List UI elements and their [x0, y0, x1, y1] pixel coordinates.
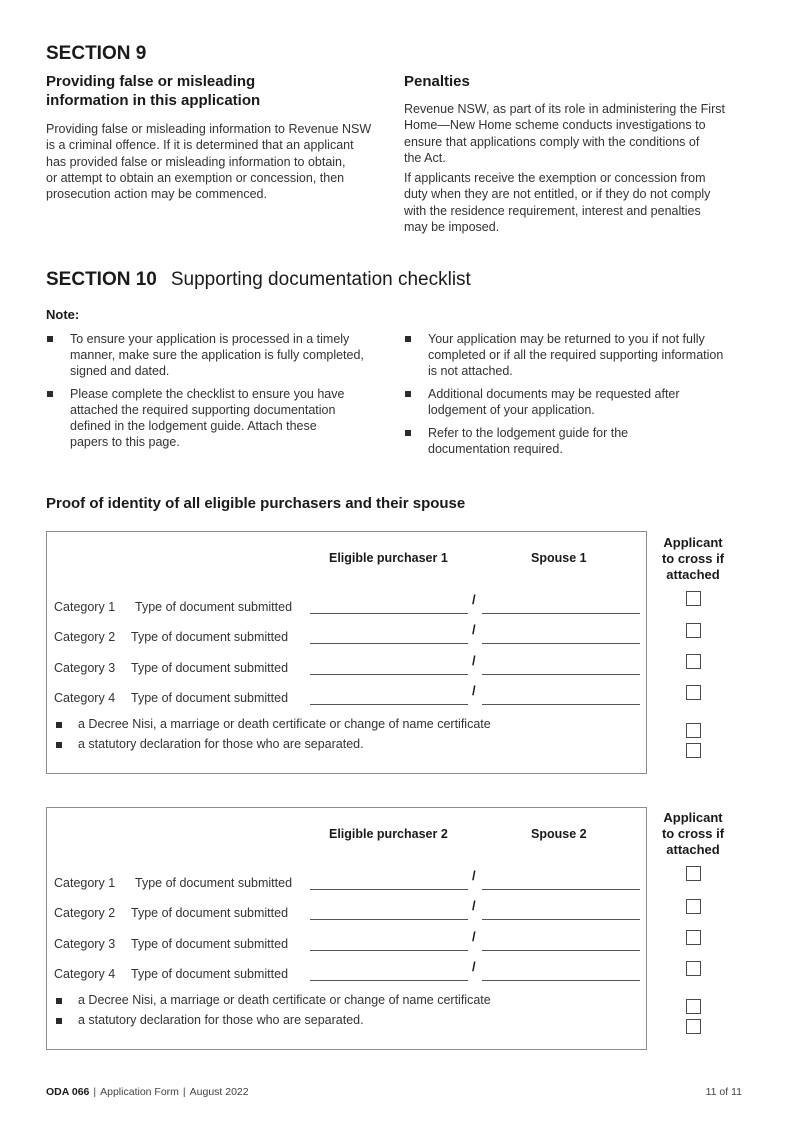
checkbox-purchaser-2-cat1[interactable] — [686, 866, 701, 881]
list-item: To ensure your application is processed in a timely manner, make sure the application is fully completed, signed and dated. — [46, 331, 391, 379]
slash-separator: / — [472, 622, 476, 637]
spouse-1-cat2-field[interactable] — [482, 643, 640, 644]
category-2-label: Category 2 — [54, 906, 116, 920]
purchaser-1-cat1-field[interactable] — [310, 613, 468, 614]
checkbox-purchaser-1-statutory-declaration[interactable] — [686, 743, 701, 758]
checkbox-purchaser-2-cat4[interactable] — [686, 961, 701, 976]
purchaser-2-cat2-field[interactable] — [310, 919, 468, 920]
document-type-label: Type of document submitted — [131, 691, 289, 705]
list-item: Refer to the lodgement guide for the documentation required. — [404, 425, 754, 457]
checkbox-purchaser-1-cat2[interactable] — [686, 623, 701, 638]
form-type: Application Form — [100, 1086, 179, 1098]
checkbox-purchaser-1-cat1[interactable] — [686, 591, 701, 606]
form-date: August 2022 — [189, 1086, 249, 1098]
form-code: ODA 066 — [46, 1086, 90, 1098]
spouse-1-cat1-field[interactable] — [482, 613, 640, 614]
section-10-subtitle: Supporting documentation checklist — [170, 269, 471, 290]
statutory-declaration-bullet: a statutory declaration for those who are separated. — [54, 1013, 364, 1027]
purchaser-1-cat2-field[interactable] — [310, 643, 468, 644]
note-label: Note: — [46, 307, 80, 322]
checkbox-purchaser-1-cat4[interactable] — [686, 685, 701, 700]
list-item: Your application may be returned to you if not fully completed or if all the required supporting information is not attached. — [404, 331, 754, 379]
document-type-label: Type of document submitted — [131, 630, 289, 644]
category-4-label: Category 4 — [54, 967, 116, 981]
document-type-label: Type of document submitted — [131, 967, 289, 981]
decree-nisi-bullet: a Decree Nisi, a marriage or death certificate or change of name certificate — [54, 993, 491, 1007]
purchaser-2-box — [46, 807, 647, 1050]
slash-separator: / — [472, 929, 476, 944]
category-1-label: Category 1 — [54, 876, 116, 890]
spouse-1-cat4-field[interactable] — [482, 704, 640, 705]
spouse-2-cat2-field[interactable] — [482, 919, 640, 920]
statutory-declaration-bullet: a statutory declaration for those who are separated. — [54, 737, 364, 751]
list-item: Additional documents may be requested after lodgement of your application. — [404, 386, 754, 418]
proof-of-identity-title: Proof of identity of all eligible purchasers and their spouse — [46, 495, 466, 512]
slash-separator: / — [472, 683, 476, 698]
section-10-title: SECTION 10 Supporting documentation checklist — [46, 269, 471, 290]
slash-separator: / — [472, 653, 476, 668]
applicant-cross-header-1: Applicant to cross if attached — [661, 535, 725, 582]
penalties-body-p2: If applicants receive the exemption or concession from duty when they are not entitled, or if they do not comply with the residence requirement, interest and penalties may be imposed. — [404, 171, 711, 234]
list-item: Please complete the checklist to ensure you have attached the required supporting documentation defined in the lodgement guide. Attach these papers to this page. — [46, 386, 391, 450]
penalties-heading: Penalties — [404, 73, 470, 90]
checkbox-purchaser-2-cat3[interactable] — [686, 930, 701, 945]
document-type-label: Type of document submitted — [131, 906, 289, 920]
purchaser-1-cat4-field[interactable] — [310, 704, 468, 705]
slash-separator: / — [472, 592, 476, 607]
checkbox-purchaser-1-cat3[interactable] — [686, 654, 701, 669]
page-number: 11 of 11 — [705, 1086, 742, 1098]
checkbox-purchaser-2-statutory-declaration[interactable] — [686, 1019, 701, 1034]
category-4-label: Category 4 — [54, 691, 116, 705]
purchaser-2-cat1-field[interactable] — [310, 889, 468, 890]
eligible-purchaser-2-header: Eligible purchaser 2 — [329, 827, 448, 841]
section-9-left-heading: Providing false or misleading information in this application — [46, 73, 261, 109]
footer: ODA 066 | Application Form | August 2022 — [46, 1086, 249, 1098]
category-3-label: Category 3 — [54, 661, 116, 675]
purchaser-2-cat3-field[interactable] — [310, 950, 468, 951]
eligible-purchaser-1-header: Eligible purchaser 1 — [329, 551, 448, 565]
category-1-label: Category 1 — [54, 600, 116, 614]
category-2-label: Category 2 — [54, 630, 116, 644]
document-type-label: Type of document submitted — [131, 937, 289, 951]
document-type-label: Type of document submitted — [131, 661, 289, 675]
decree-nisi-bullet: a Decree Nisi, a marriage or death certificate or change of name certificate — [54, 717, 491, 731]
checkbox-purchaser-2-decree-nisi[interactable] — [686, 999, 701, 1014]
spouse-2-header: Spouse 2 — [531, 827, 587, 841]
document-type-label: Type of document submitted — [135, 876, 293, 890]
slash-separator: / — [472, 959, 476, 974]
applicant-cross-header-2: Applicant to cross if attached — [661, 810, 725, 857]
spouse-2-cat1-field[interactable] — [482, 889, 640, 890]
spouse-1-cat3-field[interactable] — [482, 674, 640, 675]
purchaser-1-cat3-field[interactable] — [310, 674, 468, 675]
section-9-left-body: Providing false or misleading information to Revenue NSW is a criminal offence. If it is determined that an applicant has provided false or misleading information to obtain, or attempt to obtain an exemption or concession, then prosecution action may be commenced. — [46, 122, 372, 202]
spouse-1-header: Spouse 1 — [531, 551, 587, 565]
spouse-2-cat4-field[interactable] — [482, 980, 640, 981]
document-type-label: Type of document submitted — [135, 600, 293, 614]
section-9-title: SECTION 9 — [46, 43, 147, 64]
purchaser-2-cat4-field[interactable] — [310, 980, 468, 981]
checkbox-purchaser-2-cat2[interactable] — [686, 899, 701, 914]
checkbox-purchaser-1-decree-nisi[interactable] — [686, 723, 701, 738]
spouse-2-cat3-field[interactable] — [482, 950, 640, 951]
slash-separator: / — [472, 898, 476, 913]
category-3-label: Category 3 — [54, 937, 116, 951]
note-bullets-left — [46, 331, 391, 457]
penalties-body-p1: Revenue NSW, as part of its role in administering the First Home—New Home scheme conducts investigations to ensure that applications comply with the conditions of the Act. — [404, 102, 725, 165]
purchaser-1-box — [46, 531, 647, 774]
note-bullets-right — [404, 331, 754, 464]
slash-separator: / — [472, 868, 476, 883]
